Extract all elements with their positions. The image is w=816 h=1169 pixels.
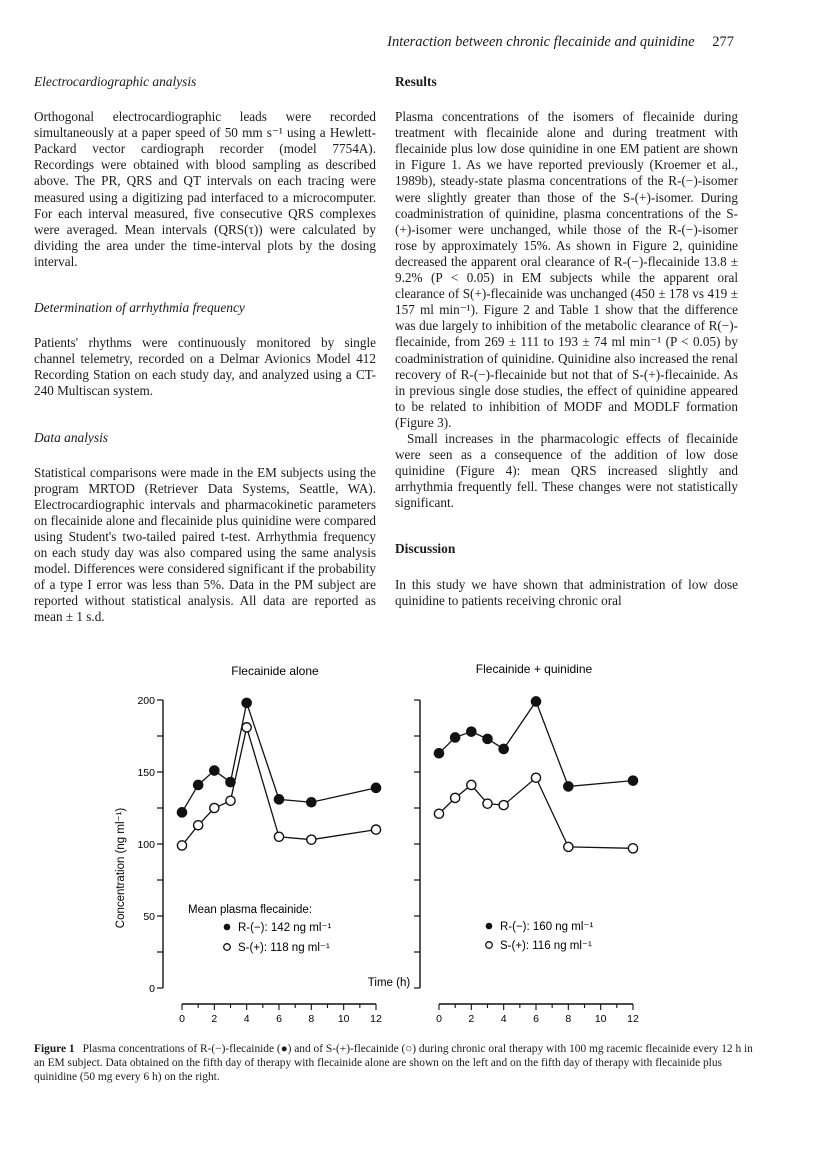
svg-text:2: 2 <box>211 1013 218 1025</box>
svg-text:50: 50 <box>143 911 155 923</box>
data-point-open <box>226 796 235 805</box>
right-y-axis <box>414 700 420 988</box>
left-legend-filled-circle-icon <box>224 924 231 931</box>
data-point-open <box>242 723 251 732</box>
right-legend-open-circle-icon <box>486 942 493 949</box>
svg-text:6: 6 <box>533 1013 539 1025</box>
data-point-open <box>194 821 203 830</box>
right-legend-s: S-(+): 116 ng ml⁻¹ <box>500 940 592 952</box>
data-point-filled <box>307 798 316 807</box>
data-point-filled <box>434 749 443 758</box>
data-point-filled <box>242 698 251 707</box>
left-legend-open-circle-icon <box>224 944 231 951</box>
right-column <box>395 74 738 609</box>
paragraph-data-analysis: Statistical comparisons were made in the EM subjects using the program MRTOD (Retriever Data Systems, Seattle, WA). Electrocardiographic intervals and pharmacokinetic parameters on flecainide alone and flecainide plus quinidine were compared using Student's two-tailed paired t-test. Arrhythmia frequency on each study day was also compared using the same analysis model. Differences were considered significant if the probability of a type I error was less than 5%. Data in the PM subject are reported without statistical analysis. All data are reported as mean ± 1 s.d. <box>34 464 376 625</box>
paragraph-results-1: Plasma concentrations of the isomers of flecainide during treatment with flecainide alone and during treatment with flecainide plus low dose quinidine in one EM patient are shown in Figure 1. As we have reported previously (Kroemer et al., 1989b), steady-state plasma concentrations of the R-(−)-isomer were slightly greater than those of the S-(+)-isomer. During coadministration of quinidine, plasma concentrations of the S-(+)-isomer were unchanged, while those of the R-(−)-isomer rose by approximately 15%. As shown in Figure 2, quinidine decreased the apparent oral clearance of R-(−)-flecainide 13.8 ± 9.2% (P < 0.05) in EM subjects while the apparent oral clearance of S(+)-flecainide was unchanged (450 ± 178 vs 419 ± 157 ml min⁻¹). Figure 2 and Table 1 show that the difference was due largely to inhibition of the metabolic clearance of R(−)-flecainide, from 269 ± 111 to 193 ± 74 ml min⁻¹ (P < 0.05) by coadministration of quinidine. Quinidine also increased the renal recovery of R-(−)-flecainide but not that of S-(+)-flecainide. As in previous single dose studies, the effect of quinidine appeared to be related to inhibition of MODF and MODLF formation (Figure 3). <box>395 109 738 430</box>
svg-text:100: 100 <box>137 839 155 851</box>
section-heading-discussion: Discussion <box>395 541 456 557</box>
paragraph-discussion-1: In this study we have shown that administration of low dose quinidine to patients receiving chronic oral <box>395 576 738 608</box>
svg-text:150: 150 <box>137 767 155 779</box>
svg-text:10: 10 <box>594 1013 607 1025</box>
data-point-open <box>307 835 316 844</box>
data-point-filled <box>177 808 186 817</box>
svg-text:8: 8 <box>565 1013 572 1025</box>
right-legend-filled-circle-icon <box>486 923 493 930</box>
running-head <box>0 34 734 51</box>
svg-text:0: 0 <box>436 1013 442 1025</box>
left-x-axis <box>179 1004 382 1025</box>
section-heading-arrhythmia: Determination of arrhythmia frequency <box>34 300 245 316</box>
data-point-filled <box>564 782 573 791</box>
data-point-filled <box>531 697 540 706</box>
svg-text:0: 0 <box>179 1013 185 1025</box>
paragraph-results-2: Small increases in the pharmacologic effects of flecainide were seen as a consequence of the addition of low dose quinidine (Figure 4): mean QRS increased slightly and arrhythmia frequently fell. These changes were not statistically significant. <box>395 430 738 511</box>
data-point-open <box>371 825 380 834</box>
svg-text:4: 4 <box>500 1013 507 1025</box>
left-panel-title: Flecainide alone <box>231 664 319 678</box>
data-point-open <box>210 803 219 812</box>
page-number: 277 <box>712 34 734 50</box>
data-point-open <box>467 780 476 789</box>
data-point-filled <box>226 777 235 786</box>
svg-text:12: 12 <box>627 1013 639 1025</box>
svg-text:0: 0 <box>149 983 155 995</box>
data-point-filled <box>628 776 637 785</box>
right-x-axis <box>436 1004 639 1025</box>
data-point-filled <box>499 744 508 753</box>
left-y-axis <box>137 695 163 995</box>
data-point-open <box>564 842 573 851</box>
y-axis-label: Concentration (ng ml⁻¹) <box>115 807 127 929</box>
data-point-filled <box>371 783 380 792</box>
data-point-open <box>499 801 508 810</box>
data-point-open <box>483 799 492 808</box>
right-panel-title: Flecainide + quinidine <box>475 662 593 676</box>
left-column <box>34 74 376 626</box>
section-heading-results: Results <box>395 74 437 89</box>
svg-text:10: 10 <box>337 1013 350 1025</box>
left-panel-plot <box>177 698 380 850</box>
figure-caption <box>34 1042 754 1085</box>
svg-text:12: 12 <box>370 1013 382 1025</box>
data-point-open <box>177 841 186 850</box>
data-point-filled <box>274 795 283 804</box>
section-heading-ecg: Electrocardiographic analysis <box>34 74 197 89</box>
running-head-title: Interaction between chronic flecainide and quinidine <box>387 34 695 50</box>
x-axis-label: Time (h) <box>367 977 411 989</box>
section-heading-data-analysis: Data analysis <box>34 429 109 445</box>
data-point-open <box>434 809 443 818</box>
left-legend-title: Mean plasma flecainide: <box>188 904 313 916</box>
left-legend-r: R-(−): 142 ng ml⁻¹ <box>238 922 332 934</box>
figure-1 <box>100 648 700 1038</box>
paragraph-ecg: Orthogonal electrocardiographic leads were recorded simultaneously at a paper speed of 50 mm s⁻¹ using a Hewlett-Packard vector cardiograph recorder (model 7754A). Recordings were obtained with blood sampling as described above. The PR, QRS and QT intervals on each tracing were measured using a digitizing pad interfaced to a microcomputer. For each interval measured, five consecutive QRS complexes were averaged. Mean intervals (QRS(τ)) were calculated by dividing the area under the time-interval plots by the dosing interval. <box>34 109 376 269</box>
right-legend-r: R-(−): 160 ng ml⁻¹ <box>500 921 594 933</box>
data-point-open <box>628 844 637 853</box>
data-point-filled <box>194 780 203 789</box>
data-point-open <box>531 773 540 782</box>
svg-text:200: 200 <box>137 695 155 707</box>
data-point-open <box>274 832 283 841</box>
data-point-filled <box>483 734 492 743</box>
data-point-filled <box>451 733 460 742</box>
svg-text:8: 8 <box>308 1013 315 1025</box>
svg-text:2: 2 <box>468 1013 475 1025</box>
right-panel-plot <box>434 697 637 853</box>
figure-caption-text: Plasma concentrations of R-(−)-flecainide (●) and of S-(+)-flecainide (○) during chronic oral therapy with 100 mg racemic flecainide every 12 h in an EM subject. Data obtained on the fifth day of therapy with flecainide alone are shown on the left and on the fifth day of therapy with flecainide plus quinidine (50 mg every 6 h) on the right. <box>34 1043 753 1084</box>
figure-caption-label: Figure 1 <box>34 1043 75 1055</box>
data-point-open <box>451 793 460 802</box>
data-point-filled <box>467 727 476 736</box>
figure-1-chart <box>100 648 700 1038</box>
svg-text:6: 6 <box>276 1013 282 1025</box>
svg-text:4: 4 <box>243 1013 250 1025</box>
paragraph-arrhythmia: Patients' rhythms were continuously monitored by single channel telemetry, recorded on a Delmar Avionics Model 412 Recording Station on each study day, and analyzed using a CT-240 Multiscan system. <box>34 335 376 399</box>
data-point-filled <box>210 766 219 775</box>
left-legend-s: S-(+): 118 ng ml⁻¹ <box>238 942 330 954</box>
